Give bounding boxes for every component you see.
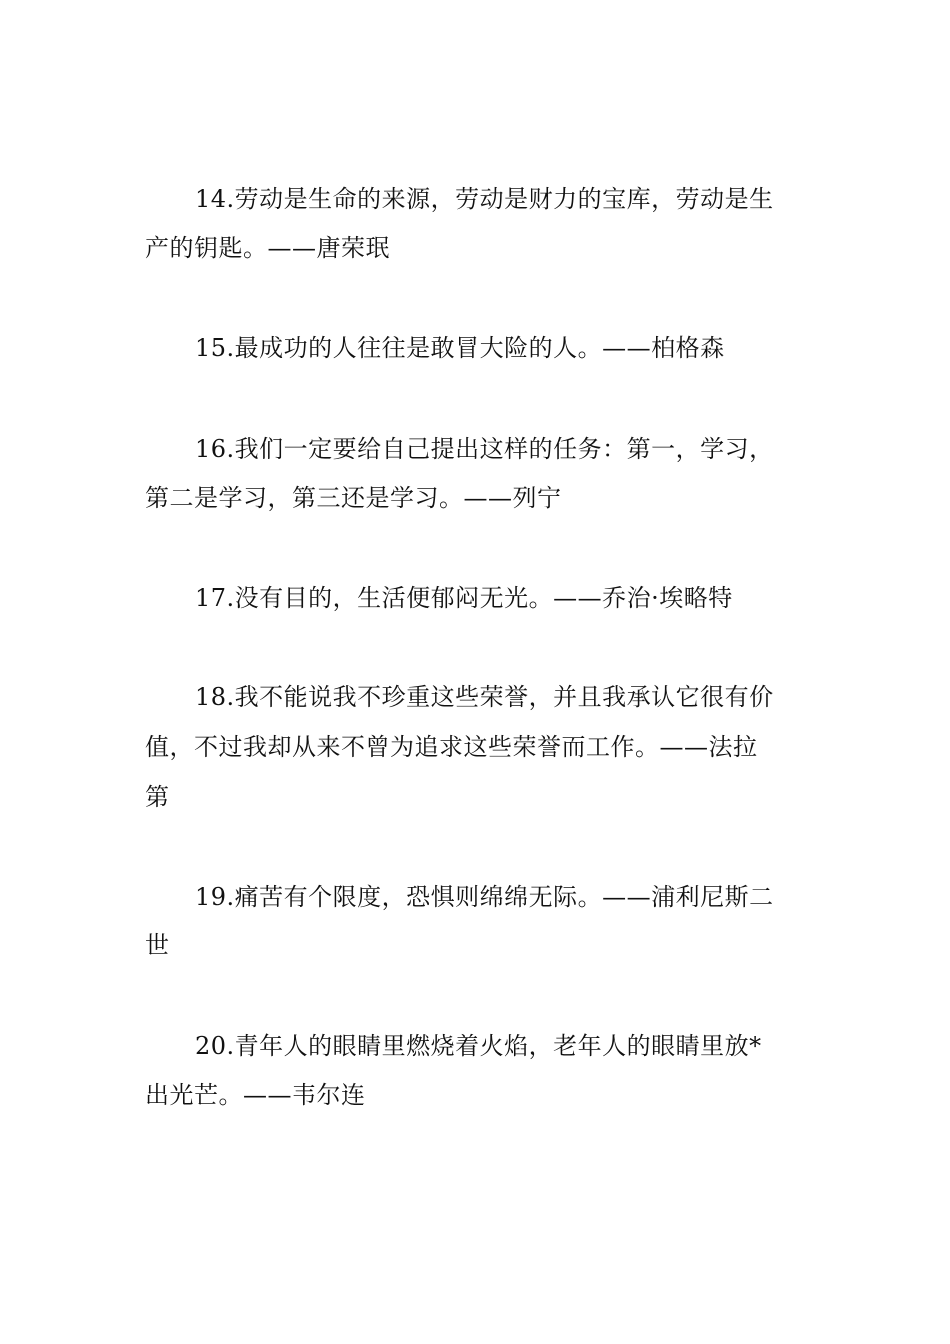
- quote-line: 第: [145, 783, 170, 811]
- quote-line: 世: [145, 931, 170, 959]
- quote-line: 出光芒。——韦尔连: [145, 1081, 366, 1109]
- quote-line: 19.痛苦有个限度，恐惧则绵绵无际。——浦利尼斯二: [195, 883, 774, 911]
- quote-line: 16.我们一定要给自己提出这样的任务：第一，学习，: [195, 435, 774, 463]
- quote-line: 20.青年人的眼睛里燃烧着火焰，老年人的眼睛里放*: [195, 1032, 762, 1060]
- quote-line: 值，不过我却从来不曾为追求这些荣誉而工作。——法拉: [145, 733, 758, 761]
- quote-line: 第二是学习，第三还是学习。——列宁: [145, 484, 562, 512]
- quote-line: 15.最成功的人往往是敢冒大险的人。——柏格森: [195, 334, 725, 362]
- quote-line: 18.我不能说我不珍重这些荣誉，并且我承认它很有价: [195, 683, 774, 711]
- quote-line: 17.没有目的，生活便郁闷无光。——乔治·埃略特: [195, 584, 733, 612]
- quote-line: 产的钥匙。——唐荣珉: [145, 234, 390, 262]
- quote-line: 14.劳动是生命的来源，劳动是财力的宝库，劳动是生: [195, 185, 774, 213]
